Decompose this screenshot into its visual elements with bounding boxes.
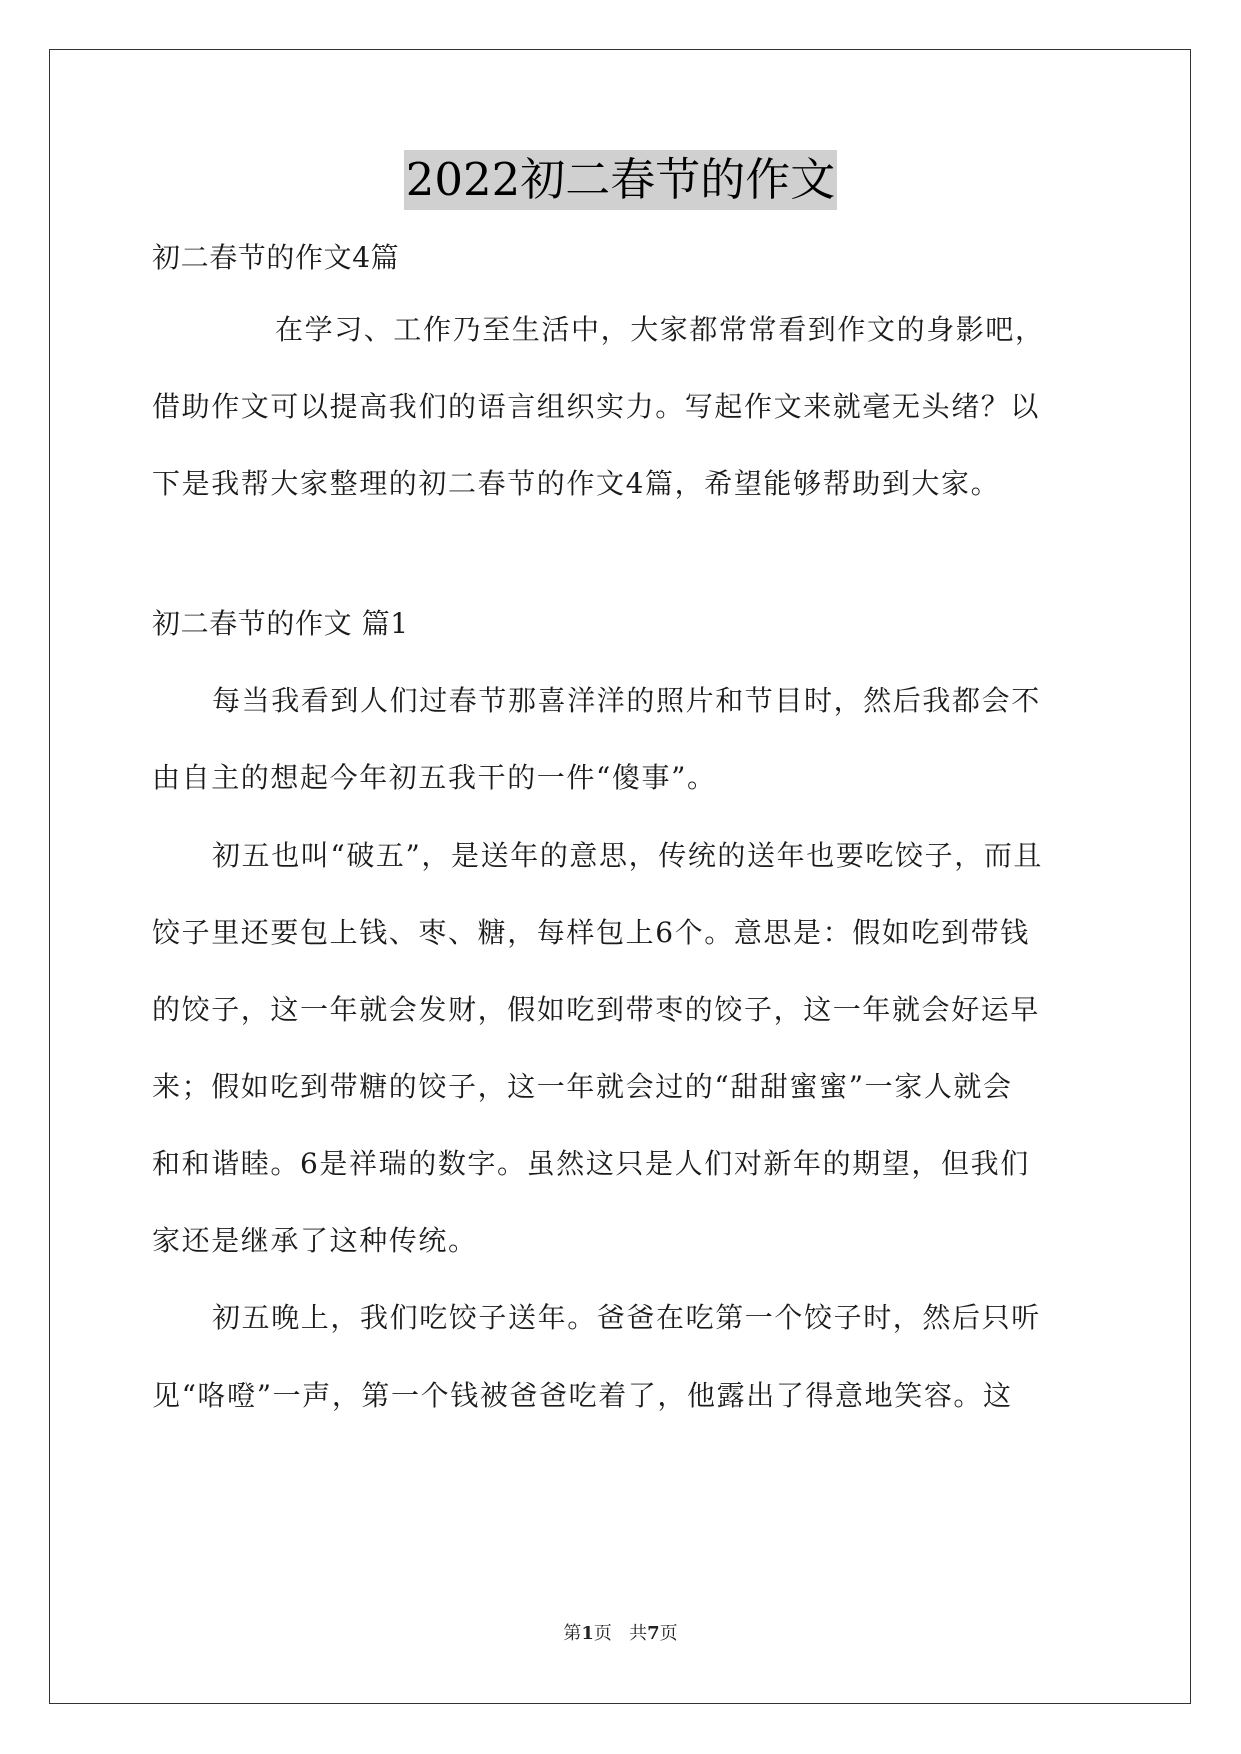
paragraph-line: 在学习、工作乃至生活中，大家都常常看到作文的身影吧， [275,313,1045,346]
document-subtitle: 初二春节的作文4篇 [152,241,400,274]
footer-page-total: 7 [647,1623,660,1644]
footer-page-middle: 页 共 [593,1623,648,1644]
paragraph-line: 饺子里还要包上钱、枣、糖，每样包上6个。意思是：假如吃到带钱 [152,916,1030,949]
paragraph-line: 来；假如吃到带糖的饺子，这一年就会过的“甜甜蜜蜜”一家人就会 [152,1070,1013,1103]
document-title: 2022初二春节的作文 [404,150,838,210]
paragraph-line: 借助作文可以提高我们的语言组织实力。写起作文来就毫无头绪？以 [152,390,1041,423]
page-footer [0,1622,1241,1646]
paragraph-line: 和和谐睦。6是祥瑞的数字。虽然这只是人们对新年的期望，但我们 [152,1147,1030,1180]
title-container [0,150,1241,210]
section-heading: 初二春节的作文 篇1 [152,607,409,640]
paragraph-line: 初五晚上，我们吃饺子送年。爸爸在吃第一个饺子时，然后只听 [212,1301,1041,1334]
footer-page-suffix: 页 [659,1623,678,1644]
paragraph-line: 的饺子，这一年就会发财，假如吃到带枣的饺子，这一年就会好运早 [152,993,1041,1026]
paragraph-line: 初五也叫“破五”，是送年的意思，传统的送年也要吃饺子，而且 [212,839,1044,872]
page-border [49,49,1191,1704]
footer-page-current: 1 [581,1623,594,1644]
footer-page-prefix: 第 [563,1623,582,1644]
paragraph-line: 见“咯噔”一声，第一个钱被爸爸吃着了，他露出了得意地笑容。这 [152,1379,1013,1412]
paragraph-line: 每当我看到人们过春节那喜洋洋的照片和节目时，然后我都会不 [212,684,1041,717]
paragraph-line: 由自主的想起今年初五我干的一件“傻事”。 [152,761,717,794]
paragraph-line: 家还是继承了这种传统。 [152,1224,478,1257]
paragraph-line: 下是我帮大家整理的初二春节的作文4篇，希望能够帮助到大家。 [152,467,1001,500]
